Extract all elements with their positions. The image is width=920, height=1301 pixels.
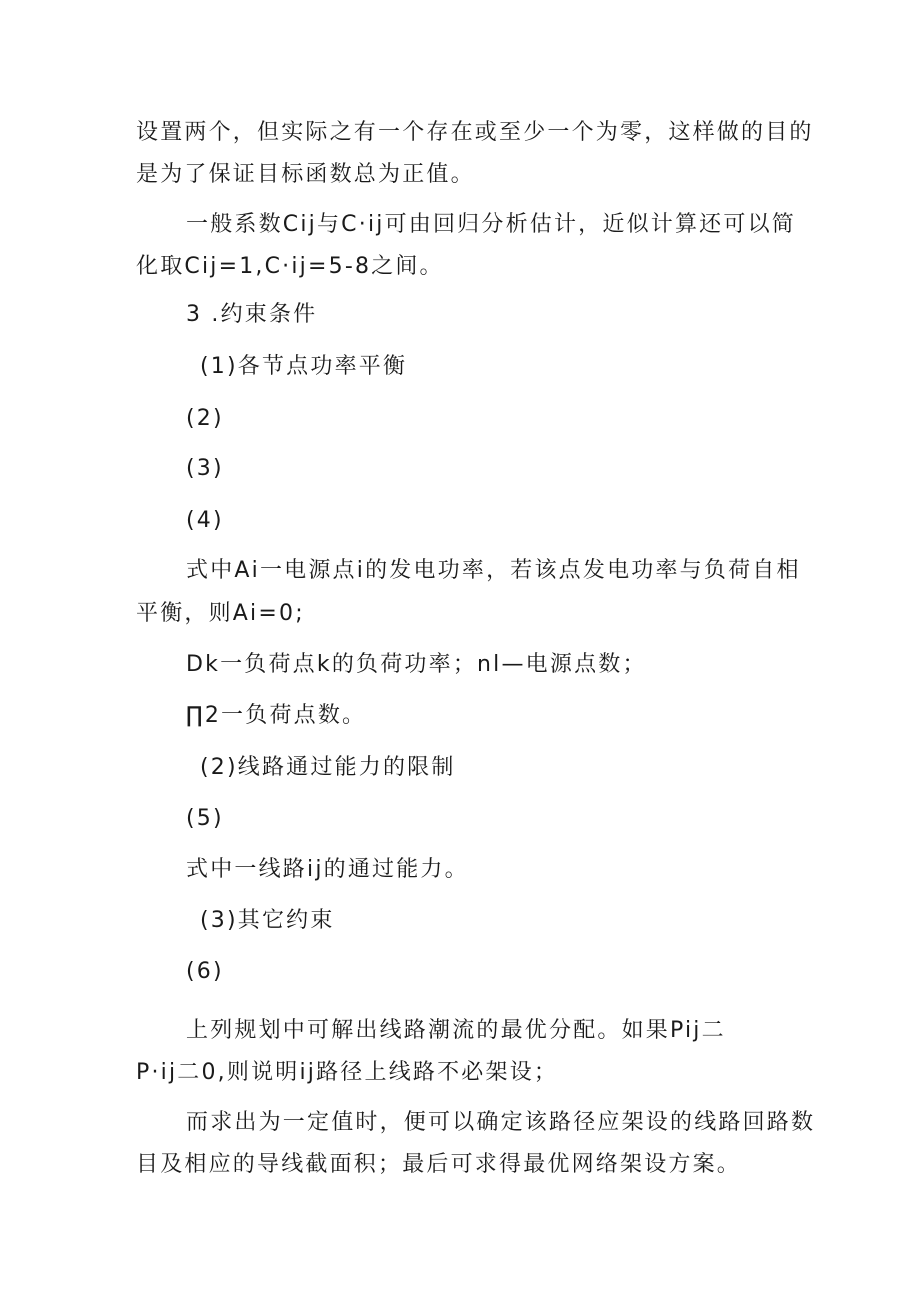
equation-label: (5) xyxy=(186,806,224,831)
paragraph-line: ∏2一负荷点数。 xyxy=(186,703,367,728)
equation-label: (6) xyxy=(186,959,224,984)
subsection-heading: (1)各节点功率平衡 xyxy=(200,354,408,379)
paragraph-line: 化取Cij=1,C·ij=5-8之间。 xyxy=(136,254,444,279)
paragraph-line: 一般系数Cij与C·ij可由回归分析估计，近似计算还可以简 xyxy=(186,212,796,237)
paragraph-line: 平衡，则Ai=0; xyxy=(136,601,305,626)
section-heading: 3 .约束条件 xyxy=(186,302,318,327)
paragraph-line: P·ij二0,则说明ij路径上线路不必架设； xyxy=(136,1060,559,1085)
paragraph-line: Dk一负荷点k的负荷功率；nl—电源点数； xyxy=(186,652,647,677)
paragraph-line: 而求出为一定值时，便可以确定该路径应架设的线路回路数 xyxy=(186,1110,816,1135)
paragraph-line: 目及相应的导线截面积；最后可求得最优网络架设方案。 xyxy=(136,1152,742,1177)
paragraph-line: 上列规划中可解出线路潮流的最优分配。如果Pij二 xyxy=(186,1018,726,1043)
equation-label: (2) xyxy=(186,406,224,431)
paragraph-line: 式中Ai一电源点i的发电功率，若该点发电功率与负荷自相 xyxy=(186,558,801,583)
subsection-heading: (2)线路通过能力的限制 xyxy=(200,755,456,780)
paragraph-line: 式中一线路ij的通过能力。 xyxy=(186,857,469,882)
paragraph-line: 是为了保证目标函数总为正值。 xyxy=(136,162,475,187)
subsection-heading: (3)其它约束 xyxy=(200,908,335,933)
equation-label: (3) xyxy=(186,456,224,481)
equation-label: (4) xyxy=(186,508,224,533)
paragraph-line: 设置两个，但实际之有一个存在或至少一个为零，这样做的目的 xyxy=(136,120,814,145)
